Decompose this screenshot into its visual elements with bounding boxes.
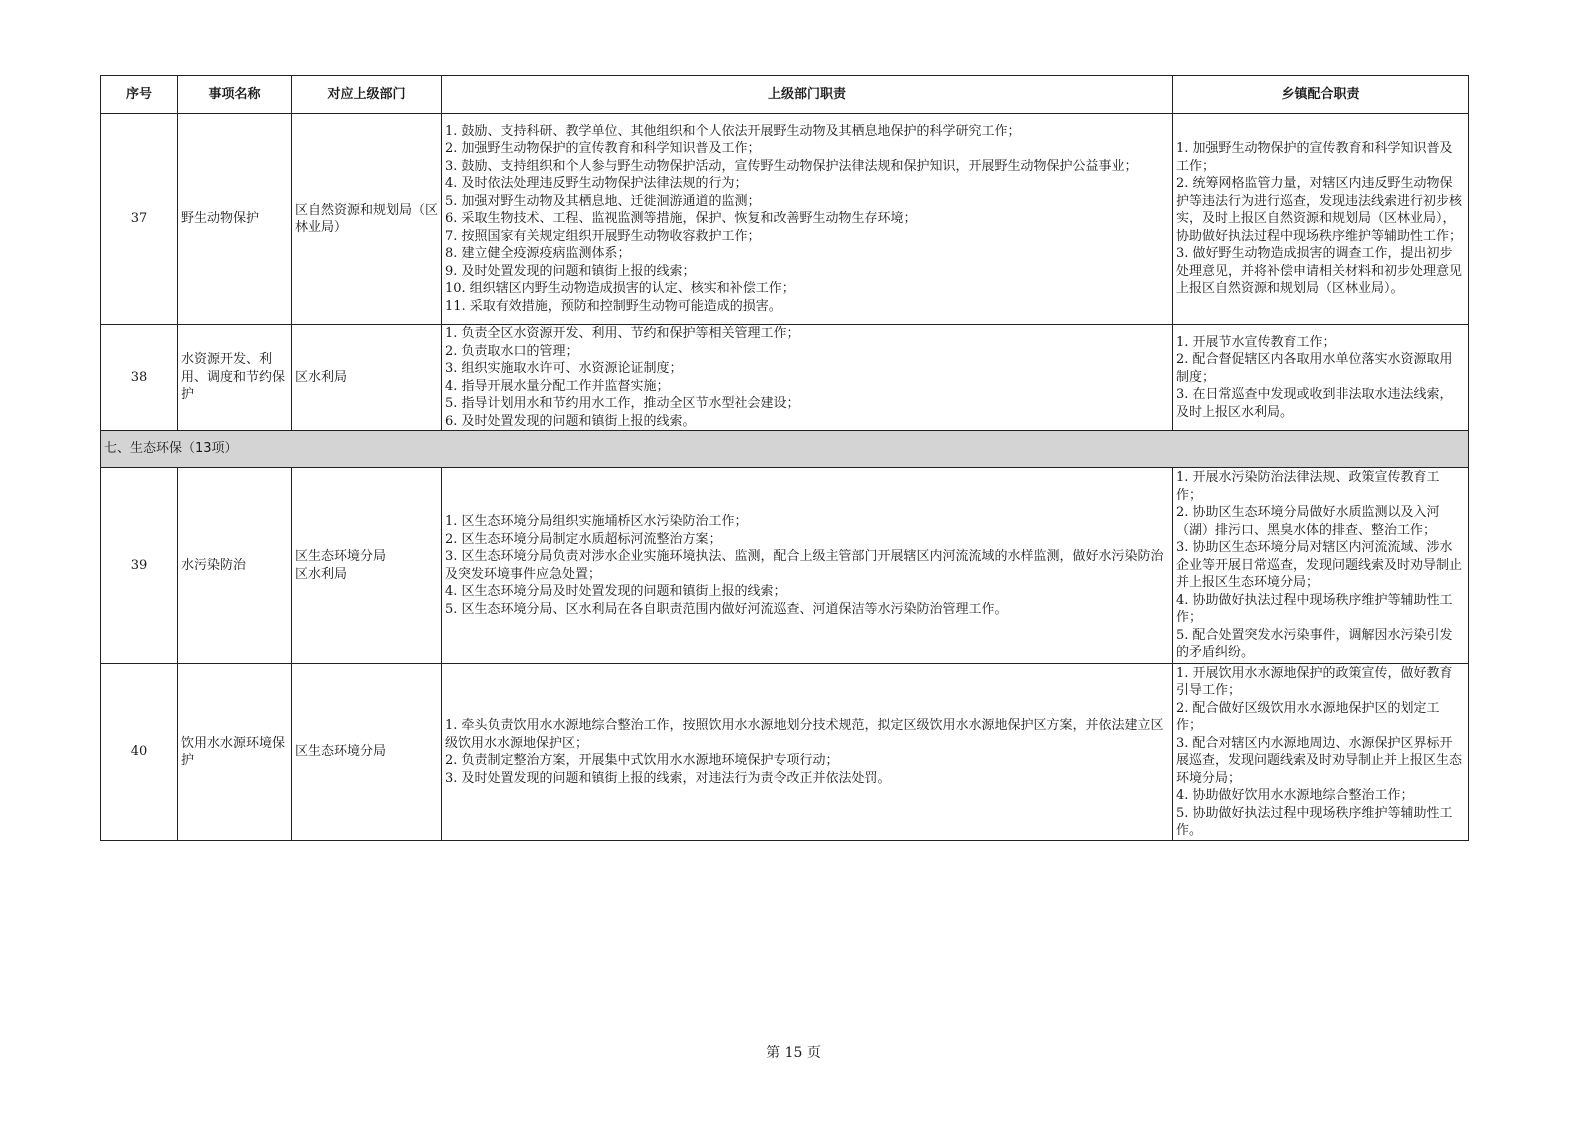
superior-dept: 区自然资源和规划局（区林业局）	[292, 114, 442, 325]
town-duty-item: 2. 配合督促辖区内各取用水单位落实水资源取用制度；	[1176, 352, 1453, 385]
item-name: 水资源开发、利用、调度和节约保护	[178, 325, 292, 431]
duty-list	[445, 717, 1169, 787]
item-name: 水污染防治	[178, 468, 292, 664]
header-town-duties: 乡镇配合职责	[1173, 76, 1469, 114]
superior-duties	[442, 114, 1173, 325]
row-number: 38	[101, 325, 178, 431]
duty-item: 11. 采取有效措施，预防和控制野生动物可能造成的损害。	[445, 298, 782, 314]
duty-item: 9. 及时处置发现的问题和镇街上报的线索；	[445, 263, 696, 279]
duty-table	[100, 75, 1469, 841]
header-row	[101, 76, 1469, 114]
section-title: 七、生态环保（13项）	[101, 431, 1469, 468]
table-row	[101, 114, 1469, 325]
duty-item: 2. 加强野生动物保护的宣传教育和科学知识普及工作；	[445, 141, 761, 157]
duty-item: 3. 鼓励、支持组织和个人参与野生动物保护活动，宣传野生动物保护法律法规和保护知识，开展野生动物保护公益事业；	[445, 158, 1138, 174]
town-duty-item: 5. 协助做好执法过程中现场秩序维护等辅助性工作。	[1176, 805, 1453, 838]
duty-item: 5. 区生态环境分局、区水利局在各自职责范围内做好河流巡查、河道保洁等水污染防治管理工作。	[445, 601, 1008, 617]
section-row	[101, 431, 1469, 468]
duty-item: 1. 鼓励、支持科研、教学单位、其他组织和个人依法开展野生动物及其栖息地保护的科学研究工作；	[445, 123, 1021, 139]
town-duty-item: 2. 统筹网格监管力量，对辖区内违反野生动物保护等违法行为进行巡查，发现违法线索进行初步核实，及时上报区自然资源和规划局（区林业局），协助做好执法过程中现场秩序维护等辅助性工作；	[1176, 176, 1463, 244]
table-row	[101, 468, 1469, 664]
duty-item: 4. 区生态环境分局及时处置发现的问题和镇街上报的线索；	[445, 584, 787, 599]
duty-item: 4. 及时依法处理违反野生动物保护法律法规的行为；	[445, 176, 748, 192]
table-row	[101, 664, 1469, 841]
town-duty-list	[1176, 665, 1465, 840]
town-duty-item: 1. 开展节水宣传教育工作；	[1176, 334, 1336, 350]
duty-item: 5. 加强对野生动物及其栖息地、迁徙洄游通道的监测；	[445, 193, 761, 209]
town-duty-item: 3. 在日常巡查中发现或收到非法取水违法线索，及时上报区水利局。	[1176, 387, 1453, 420]
table-row	[101, 325, 1469, 431]
duty-item: 4. 指导开展水量分配工作并监督实施；	[445, 378, 670, 394]
town-duty-list	[1176, 469, 1465, 662]
header-superior-duties: 上级部门职责	[442, 76, 1173, 114]
dept-line: 区生态环境分局	[295, 549, 387, 564]
duty-list	[445, 513, 1169, 618]
dept-line: 区生态环境分局	[295, 744, 387, 760]
superior-dept: 区水利局	[292, 325, 442, 431]
duty-item: 7. 按照国家有关规定组织开展野生动物收容救护工作；	[445, 228, 761, 244]
superior-dept	[292, 468, 442, 664]
town-duty-item: 4. 协助做好执法过程中现场秩序维护等辅助性工作；	[1176, 592, 1453, 626]
town-duties	[1173, 664, 1469, 841]
town-duty-item: 1. 开展水污染防治法律法规、政策宣传教育工作；	[1176, 470, 1440, 503]
town-duties	[1173, 325, 1469, 431]
item-name: 野生动物保护	[178, 114, 292, 325]
superior-duties	[442, 325, 1173, 431]
town-duties	[1173, 114, 1469, 325]
duty-item: 2. 负责制定整治方案，开展集中式饮用水水源地环境保护专项行动；	[445, 753, 839, 768]
town-duty-item: 3. 配合对辖区内水源地周边、水源保护区界标开展巡查，发现问题线索及时劝导制止并上报区生态环境分局；	[1176, 735, 1463, 786]
header-superior-dept: 对应上级部门	[292, 76, 442, 114]
superior-duties	[442, 468, 1173, 664]
duty-item: 10. 组织辖区内野生动物造成损害的认定、核实和补偿工作；	[445, 281, 795, 297]
town-duty-list	[1176, 140, 1465, 298]
header-no: 序号	[101, 76, 178, 114]
row-number: 39	[101, 468, 178, 664]
town-duty-item: 2. 配合做好区级饮用水水源地保护区的划定工作；	[1176, 700, 1440, 733]
row-number: 40	[101, 664, 178, 841]
town-duty-item: 1. 开展饮用水水源地保护的政策宣传，做好教育引导工作；	[1176, 665, 1453, 698]
duty-item: 1. 牵头负责饮用水水源地综合整治工作，按照饮用水水源地划分技术规范，拟定区级饮用水水源地保护区方案，并依法建立区级饮用水水源地保护区；	[445, 718, 1164, 751]
town-duty-list	[1176, 334, 1465, 422]
duty-item: 1. 区生态环境分局组织实施埇桥区水污染防治工作；	[445, 514, 748, 529]
row-number: 37	[101, 114, 178, 325]
duty-item: 3. 及时处置发现的问题和镇街上报的线索，对违法行为责令改正并依法处罚。	[445, 770, 891, 786]
town-duty-item: 4. 协助做好饮用水水源地综合整治工作；	[1176, 788, 1414, 803]
duty-list	[445, 325, 1169, 430]
duty-item: 6. 及时处置发现的问题和镇街上报的线索。	[445, 413, 696, 429]
duty-item: 5. 指导计划用水和节约用水工作，推动全区节水型社会建设；	[445, 396, 800, 411]
duty-item: 1. 负责全区水资源开发、利用、节约和保护等相关管理工作；	[445, 326, 800, 341]
duty-item: 3. 组织实施取水许可、水资源论证制度；	[445, 361, 683, 376]
town-duty-item: 5. 配合处置突发水污染事件，调解因水污染引发的矛盾纠纷。	[1176, 627, 1453, 661]
duty-item: 2. 负责取水口的管理；	[445, 343, 579, 359]
duty-item: 6. 采取生物技术、工程、监视监测等措施，保护、恢复和改善野生动物生存环境；	[445, 211, 917, 227]
town-duty-item: 3. 协助区生态环境分局对辖区内河流流域、涉水企业等开展日常巡查，发现问题线索及时劝导制止并上报区生态环境分局；	[1176, 540, 1463, 591]
superior-dept	[292, 664, 442, 841]
town-duties	[1173, 468, 1469, 664]
page-number: 第 15 页	[766, 1045, 821, 1061]
header-item-name: 事项名称	[178, 76, 292, 114]
duty-item: 2. 区生态环境分局制定水质超标河流整治方案；	[445, 531, 722, 547]
item-name: 饮用水水源环境保护	[178, 664, 292, 841]
superior-duties	[442, 664, 1173, 841]
town-duty-item: 1. 加强野生动物保护的宣传教育和科学知识普及工作；	[1176, 141, 1453, 174]
dept-line: 区水利局	[295, 566, 348, 582]
town-duty-item: 3. 做好野生动物造成损害的调查工作，提出初步处理意见，并将补偿申请相关材料和初步处理意见上报区自然资源和规划局（区林业局）。	[1176, 246, 1463, 297]
duty-item: 8. 建立健全疫源疫病监测体系；	[445, 246, 631, 262]
town-duty-item: 2. 协助区生态环境分局做好水质监测以及入河（湖）排污口、黑臭水体的排查、整治工作；	[1176, 505, 1440, 538]
duty-item: 3. 区生态环境分局负责对涉水企业实施环境执法、监测，配合上级主管部门开展辖区内河流流域的水样监测，做好水污染防治及突发环境事件应急处置；	[445, 549, 1164, 582]
duty-list	[445, 123, 1169, 316]
